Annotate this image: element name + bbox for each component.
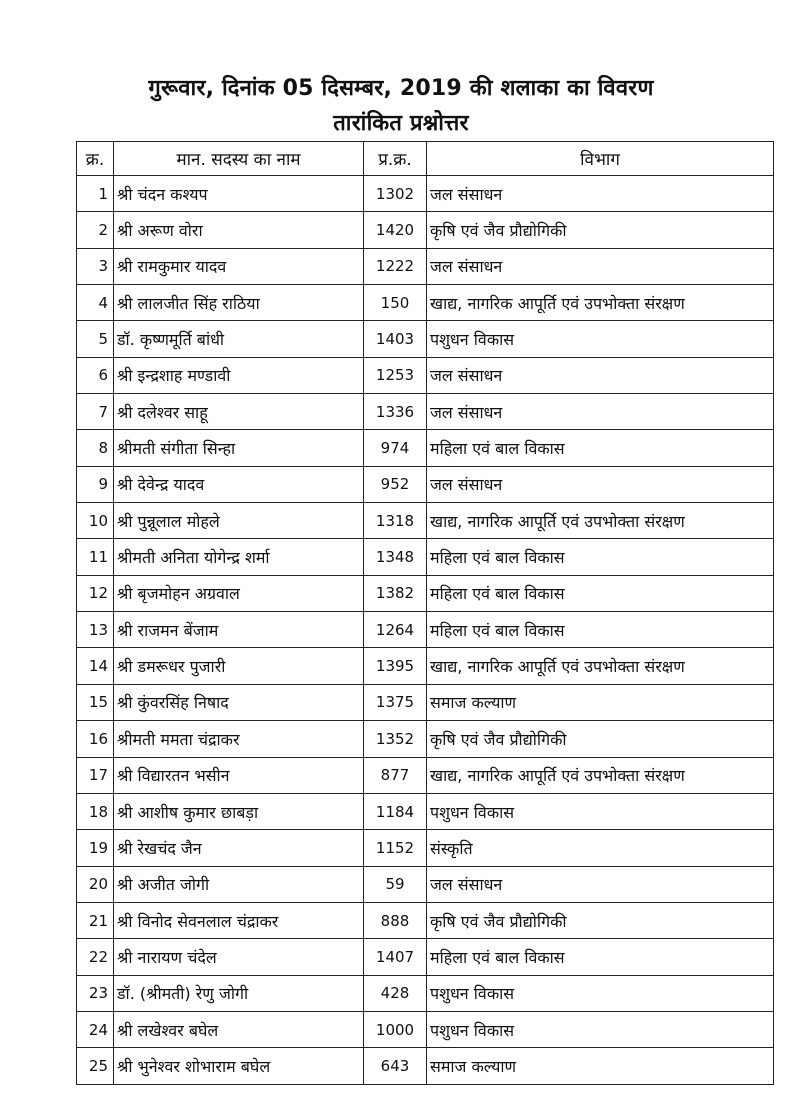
department-cell: जल संसाधन bbox=[427, 466, 774, 502]
member-name-cell: श्री बृजमोहन अग्रवाल bbox=[114, 575, 364, 611]
table-row bbox=[77, 321, 774, 357]
question-no-cell: 1395 bbox=[364, 648, 427, 684]
question-no-cell: 974 bbox=[364, 430, 427, 466]
member-name-cell: श्री अरूण वोरा bbox=[114, 212, 364, 248]
member-name-cell: डॉ. (श्रीमती) रेणु जोगी bbox=[114, 975, 364, 1011]
department-cell: पशुधन विकास bbox=[427, 321, 774, 357]
table-row bbox=[77, 684, 774, 720]
table-row bbox=[77, 285, 774, 321]
department-cell: पशुधन विकास bbox=[427, 975, 774, 1011]
question-no-cell: 643 bbox=[364, 1048, 427, 1084]
table-row bbox=[77, 248, 774, 284]
question-no-cell: 888 bbox=[364, 902, 427, 938]
table-row bbox=[77, 975, 774, 1011]
serial-cell: 11 bbox=[77, 539, 114, 575]
page-title: गुरूवार, दिनांक 05 दिसम्बर, 2019 की शलाका का विवरण bbox=[148, 76, 654, 101]
member-name-cell: श्री देवेन्द्र यादव bbox=[114, 466, 364, 502]
col-header-serial: क्र. bbox=[77, 142, 114, 176]
department-cell: कृषि एवं जैव प्रौद्योगिकी bbox=[427, 212, 774, 248]
department-cell: जल संसाधन bbox=[427, 248, 774, 284]
table-row bbox=[77, 757, 774, 793]
serial-cell: 12 bbox=[77, 575, 114, 611]
member-name-cell: श्री रामकुमार यादव bbox=[114, 248, 364, 284]
member-name-cell: श्री लालजीत सिंह राठिया bbox=[114, 285, 364, 321]
table-row bbox=[77, 1048, 774, 1084]
department-cell: पशुधन विकास bbox=[427, 793, 774, 829]
col-header-department: विभाग bbox=[427, 142, 774, 176]
department-cell: जल संसाधन bbox=[427, 357, 774, 393]
serial-cell: 4 bbox=[77, 285, 114, 321]
question-no-cell: 1000 bbox=[364, 1011, 427, 1047]
member-name-cell: श्री रेखचंद जैन bbox=[114, 830, 364, 866]
serial-cell: 5 bbox=[77, 321, 114, 357]
member-name-cell: श्री विद्यारतन भसीन bbox=[114, 757, 364, 793]
member-name-cell: श्री नारायण चंदेल bbox=[114, 939, 364, 975]
member-name-cell: श्रीमती संगीता सिन्हा bbox=[114, 430, 364, 466]
department-cell: कृषि एवं जैव प्रौद्योगिकी bbox=[427, 721, 774, 757]
table-row bbox=[77, 902, 774, 938]
department-cell: कृषि एवं जैव प्रौद्योगिकी bbox=[427, 902, 774, 938]
department-cell: महिला एवं बाल विकास bbox=[427, 539, 774, 575]
member-name-cell: श्री अजीत जोगी bbox=[114, 866, 364, 902]
question-no-cell: 1184 bbox=[364, 793, 427, 829]
question-no-cell: 1302 bbox=[364, 176, 427, 212]
department-cell: महिला एवं बाल विकास bbox=[427, 430, 774, 466]
member-name-cell: श्रीमती अनिता योगेन्द्र शर्मा bbox=[114, 539, 364, 575]
serial-cell: 22 bbox=[77, 939, 114, 975]
question-no-cell: 1382 bbox=[364, 575, 427, 611]
department-cell: खाद्य, नागरिक आपूर्ति एवं उपभोक्ता संरक्षण bbox=[427, 285, 774, 321]
table-header-row bbox=[77, 142, 774, 176]
member-name-cell: श्री डमरूधर पुजारी bbox=[114, 648, 364, 684]
member-name-cell: श्री विनोद सेवनलाल चंद्राकर bbox=[114, 902, 364, 938]
question-no-cell: 1318 bbox=[364, 503, 427, 539]
department-cell: पशुधन विकास bbox=[427, 1011, 774, 1047]
table-row bbox=[77, 503, 774, 539]
members-table bbox=[76, 141, 774, 1085]
department-cell: समाज कल्याण bbox=[427, 684, 774, 720]
department-cell: खाद्य, नागरिक आपूर्ति एवं उपभोक्ता संरक्षण bbox=[427, 648, 774, 684]
serial-cell: 25 bbox=[77, 1048, 114, 1084]
serial-cell: 20 bbox=[77, 866, 114, 902]
table-row bbox=[77, 212, 774, 248]
question-no-cell: 1222 bbox=[364, 248, 427, 284]
member-name-cell: श्री दलेश्वर साहू bbox=[114, 394, 364, 430]
department-cell: संस्कृति bbox=[427, 830, 774, 866]
department-cell: महिला एवं बाल विकास bbox=[427, 575, 774, 611]
question-no-cell: 1253 bbox=[364, 357, 427, 393]
question-no-cell: 877 bbox=[364, 757, 427, 793]
member-name-cell: श्री भुनेश्वर शोभाराम बघेल bbox=[114, 1048, 364, 1084]
department-cell: महिला एवं बाल विकास bbox=[427, 939, 774, 975]
serial-cell: 15 bbox=[77, 684, 114, 720]
serial-cell: 3 bbox=[77, 248, 114, 284]
question-no-cell: 1152 bbox=[364, 830, 427, 866]
department-cell: समाज कल्याण bbox=[427, 1048, 774, 1084]
member-name-cell: श्री लखेश्वर बघेल bbox=[114, 1011, 364, 1047]
question-no-cell: 952 bbox=[364, 466, 427, 502]
department-cell: महिला एवं बाल विकास bbox=[427, 612, 774, 648]
serial-cell: 8 bbox=[77, 430, 114, 466]
serial-cell: 13 bbox=[77, 612, 114, 648]
page-subtitle: तारांकित प्रश्नोत्तर bbox=[333, 111, 469, 136]
question-no-cell: 1403 bbox=[364, 321, 427, 357]
member-name-cell: श्रीमती ममता चंद्राकर bbox=[114, 721, 364, 757]
department-cell: जल संसाधन bbox=[427, 866, 774, 902]
department-cell: जल संसाधन bbox=[427, 394, 774, 430]
table-row bbox=[77, 1011, 774, 1047]
serial-cell: 18 bbox=[77, 793, 114, 829]
department-cell: खाद्य, नागरिक आपूर्ति एवं उपभोक्ता संरक्षण bbox=[427, 757, 774, 793]
member-name-cell: श्री चंदन कश्यप bbox=[114, 176, 364, 212]
table-row bbox=[77, 793, 774, 829]
table-row bbox=[77, 648, 774, 684]
serial-cell: 16 bbox=[77, 721, 114, 757]
member-name-cell: डॉ. कृष्णमूर्ति बांधी bbox=[114, 321, 364, 357]
col-header-member-name: मान. सदस्य का नाम bbox=[114, 142, 364, 176]
question-no-cell: 1264 bbox=[364, 612, 427, 648]
serial-cell: 17 bbox=[77, 757, 114, 793]
question-no-cell: 1420 bbox=[364, 212, 427, 248]
table-row bbox=[77, 176, 774, 212]
table-row bbox=[77, 357, 774, 393]
serial-cell: 10 bbox=[77, 503, 114, 539]
serial-cell: 9 bbox=[77, 466, 114, 502]
table-row bbox=[77, 539, 774, 575]
question-no-cell: 1352 bbox=[364, 721, 427, 757]
serial-cell: 24 bbox=[77, 1011, 114, 1047]
question-no-cell: 1375 bbox=[364, 684, 427, 720]
serial-cell: 6 bbox=[77, 357, 114, 393]
member-name-cell: श्री पुन्नूलाल मोहले bbox=[114, 503, 364, 539]
question-no-cell: 1336 bbox=[364, 394, 427, 430]
department-cell: खाद्य, नागरिक आपूर्ति एवं उपभोक्ता संरक्षण bbox=[427, 503, 774, 539]
col-header-question-no: प्र.क्र. bbox=[364, 142, 427, 176]
table-row bbox=[77, 866, 774, 902]
table-body bbox=[77, 176, 774, 1085]
question-no-cell: 1407 bbox=[364, 939, 427, 975]
question-no-cell: 1348 bbox=[364, 539, 427, 575]
table-row bbox=[77, 830, 774, 866]
table-row bbox=[77, 939, 774, 975]
table-row bbox=[77, 721, 774, 757]
serial-cell: 23 bbox=[77, 975, 114, 1011]
question-no-cell: 150 bbox=[364, 285, 427, 321]
table-row bbox=[77, 430, 774, 466]
member-name-cell: श्री कुंवरसिंह निषाद bbox=[114, 684, 364, 720]
member-name-cell: श्री राजमन बेंजाम bbox=[114, 612, 364, 648]
serial-cell: 1 bbox=[77, 176, 114, 212]
serial-cell: 21 bbox=[77, 902, 114, 938]
question-no-cell: 59 bbox=[364, 866, 427, 902]
question-no-cell: 428 bbox=[364, 975, 427, 1011]
serial-cell: 14 bbox=[77, 648, 114, 684]
serial-cell: 7 bbox=[77, 394, 114, 430]
serial-cell: 2 bbox=[77, 212, 114, 248]
table-row bbox=[77, 575, 774, 611]
member-name-cell: श्री इन्द्रशाह मण्डावी bbox=[114, 357, 364, 393]
table-row bbox=[77, 394, 774, 430]
table-row bbox=[77, 612, 774, 648]
department-cell: जल संसाधन bbox=[427, 176, 774, 212]
table-row bbox=[77, 466, 774, 502]
member-name-cell: श्री आशीष कुमार छाबड़ा bbox=[114, 793, 364, 829]
serial-cell: 19 bbox=[77, 830, 114, 866]
